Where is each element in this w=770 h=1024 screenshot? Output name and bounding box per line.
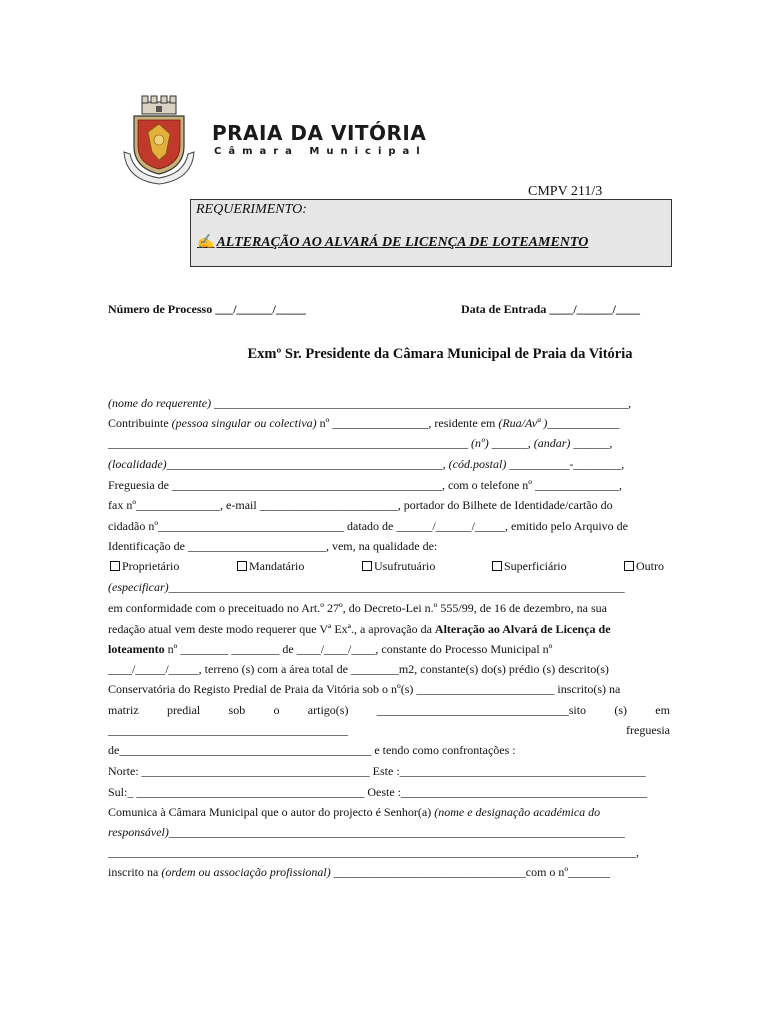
postal-code-hint: (cód.postal): [448, 457, 507, 471]
checkbox-owner[interactable]: [110, 561, 120, 571]
locality-blank[interactable]: ______________________________________________,: [166, 457, 449, 471]
matrix-word: o: [273, 703, 280, 717]
matrix-word: matriz: [108, 703, 139, 717]
responsible-line[interactable]: [108, 824, 670, 840]
confrontations-line[interactable]: de__________________________________________ e tendo como confrontações :: [108, 743, 516, 757]
subdivision-bold-text: loteamento: [108, 642, 165, 656]
municipal-coat-of-arms-logo: [118, 94, 200, 186]
parish-word: freguesia: [626, 723, 670, 737]
south-west-line[interactable]: Sul:_ ______________________________________ Oeste :_________________________________________: [108, 785, 647, 799]
checkbox-usufructuary[interactable]: [362, 561, 372, 571]
matrix-line[interactable]: [108, 702, 670, 718]
registry-line[interactable]: Conservatória do Registo Predial de Praia da Vitória sob o nº(s) _______________________ inscrito(s) na: [108, 682, 621, 696]
citizen-id-line[interactable]: cidadão nº_______________________________ datado de ______/______/_____, emitido pelo Arquivo de: [108, 519, 628, 533]
professional-body-hint: (ordem ou associação profissional): [161, 865, 331, 879]
option-owner-label: Proprietário: [122, 559, 180, 573]
locality-hint: (localidade): [108, 457, 167, 471]
writing-hand-icon: ✍: [197, 235, 215, 250]
request-title-text: ALTERAÇÃO AO ALVARÁ DE LICENÇA DE LOTEAMENTO: [216, 235, 589, 250]
option-superficiary-label: Superficiário: [504, 559, 567, 573]
document-code: CMPV 211/3: [528, 184, 603, 199]
option-mandatary[interactable]: [237, 559, 304, 574]
request-label: REQUERIMENTO:: [196, 202, 307, 217]
addressee-heading: Exmº Sr. Presidente da Câmara Municipal de Praia da Vitória: [247, 346, 633, 362]
legal-basis-line: em conformidade com o preceituado no Art.º 27º, do Decreto-Lei n.º 555/99, de 16 de dezembro, na sua: [108, 601, 608, 615]
author-line: [108, 804, 670, 820]
locality-line[interactable]: [108, 456, 670, 472]
request-line: [108, 621, 670, 637]
requester-name-hint: (nome do requerente): [108, 396, 212, 410]
process-number-field[interactable]: Número de Processo ___/______/_____: [108, 302, 306, 316]
option-mandatary-label: Mandatário: [249, 559, 305, 573]
author-text: Comunica à Câmara Municipal que o autor do projecto é Senhor(a): [108, 805, 435, 819]
subdivision-line[interactable]: [108, 641, 670, 657]
land-area-line[interactable]: ____/_____/_____, terreno (s) com a área total de ________m2, constante(s) do(s) prédio (s) descrito(s): [108, 662, 609, 676]
identification-line[interactable]: Identificação de _______________________, vem, na qualidade de:: [108, 539, 438, 553]
street-hint: (Rua/Avª ): [498, 416, 548, 430]
street-blank[interactable]: ____________: [547, 416, 620, 430]
professional-body-line[interactable]: [108, 864, 670, 880]
taxpayer-blank[interactable]: nº ________________, residente em: [316, 416, 499, 430]
brand-title: PRAIA DA VITÓRIA: [212, 121, 427, 145]
request-title: [197, 234, 588, 251]
registered-text: inscrito na: [108, 865, 162, 879]
number-floor-blank[interactable]: (nº) ______, (andar) ______,: [468, 436, 613, 450]
matrix-word: (s): [614, 703, 628, 717]
requester-name-line[interactable]: [108, 395, 670, 411]
address-line[interactable]: [108, 435, 670, 451]
taxpayer-label: Contribuinte: [108, 416, 172, 430]
taxpayer-hint: (pessoa singular ou colectiva): [171, 416, 317, 430]
article-blank[interactable]: ________________________________sito: [376, 703, 587, 717]
author-hint: (nome e designação académica do: [434, 805, 601, 819]
parish-blank[interactable]: ________________________________________: [108, 723, 348, 737]
request-bold-text: Alteração ao Alvará de Licença de: [434, 622, 611, 636]
requester-name-blank[interactable]: _____________________________________________________________________,: [211, 396, 632, 410]
checkbox-mandatary[interactable]: [237, 561, 247, 571]
postal-code-blank[interactable]: __________-________,: [506, 457, 625, 471]
checkbox-superficiary[interactable]: [492, 561, 502, 571]
option-other[interactable]: [624, 559, 664, 574]
matrix-word: predial: [166, 703, 201, 717]
mural-crown-icon: [142, 96, 176, 114]
option-other-label: Outro: [636, 559, 664, 573]
address-blank[interactable]: ____________________________________________________________: [108, 436, 468, 450]
request-text: redação atual vem deste modo requerer que Vª Exª., a aprovação da: [108, 622, 435, 636]
option-superficiary[interactable]: [492, 559, 567, 574]
parish-phone-line[interactable]: Freguesia de _____________________________________________, com o telefone nº ______________,: [108, 478, 623, 492]
extra-blank-line[interactable]: ________________________________________________________________________________________,: [108, 845, 639, 859]
brand-subtitle: Câmara Municipal: [214, 146, 427, 157]
responsible-hint: responsável): [108, 825, 169, 839]
option-usufructuary-label: Usufrutuário: [374, 559, 436, 573]
option-usufructuary[interactable]: [362, 559, 435, 574]
parish-blank-line[interactable]: [108, 722, 670, 738]
specify-line[interactable]: [108, 579, 670, 595]
taxpayer-line[interactable]: [108, 415, 670, 431]
entry-date-field[interactable]: Data de Entrada ____/______/____: [461, 302, 641, 316]
specify-hint: (especificar): [108, 580, 169, 594]
matrix-word: em: [655, 703, 670, 717]
north-east-line[interactable]: Norte: ______________________________________ Este :_________________________________________: [108, 764, 646, 778]
checkbox-other[interactable]: [624, 561, 634, 571]
specify-blank[interactable]: ____________________________________________________________________________: [168, 580, 625, 594]
subdivision-blank[interactable]: nº ________ ________ de ____/____/____, constante do Processo Municipal nº: [164, 642, 553, 656]
option-owner[interactable]: [110, 559, 179, 574]
matrix-word: sob: [228, 703, 246, 717]
professional-number-blank[interactable]: ________________________________com o nº_______: [330, 865, 611, 879]
fax-email-line[interactable]: fax nº______________, e-mail _______________________, portador do Bilhete de Identidade/cartão do: [108, 498, 613, 512]
responsible-blank[interactable]: ____________________________________________________________________________: [168, 825, 625, 839]
matrix-word: artigo(s): [307, 703, 349, 717]
